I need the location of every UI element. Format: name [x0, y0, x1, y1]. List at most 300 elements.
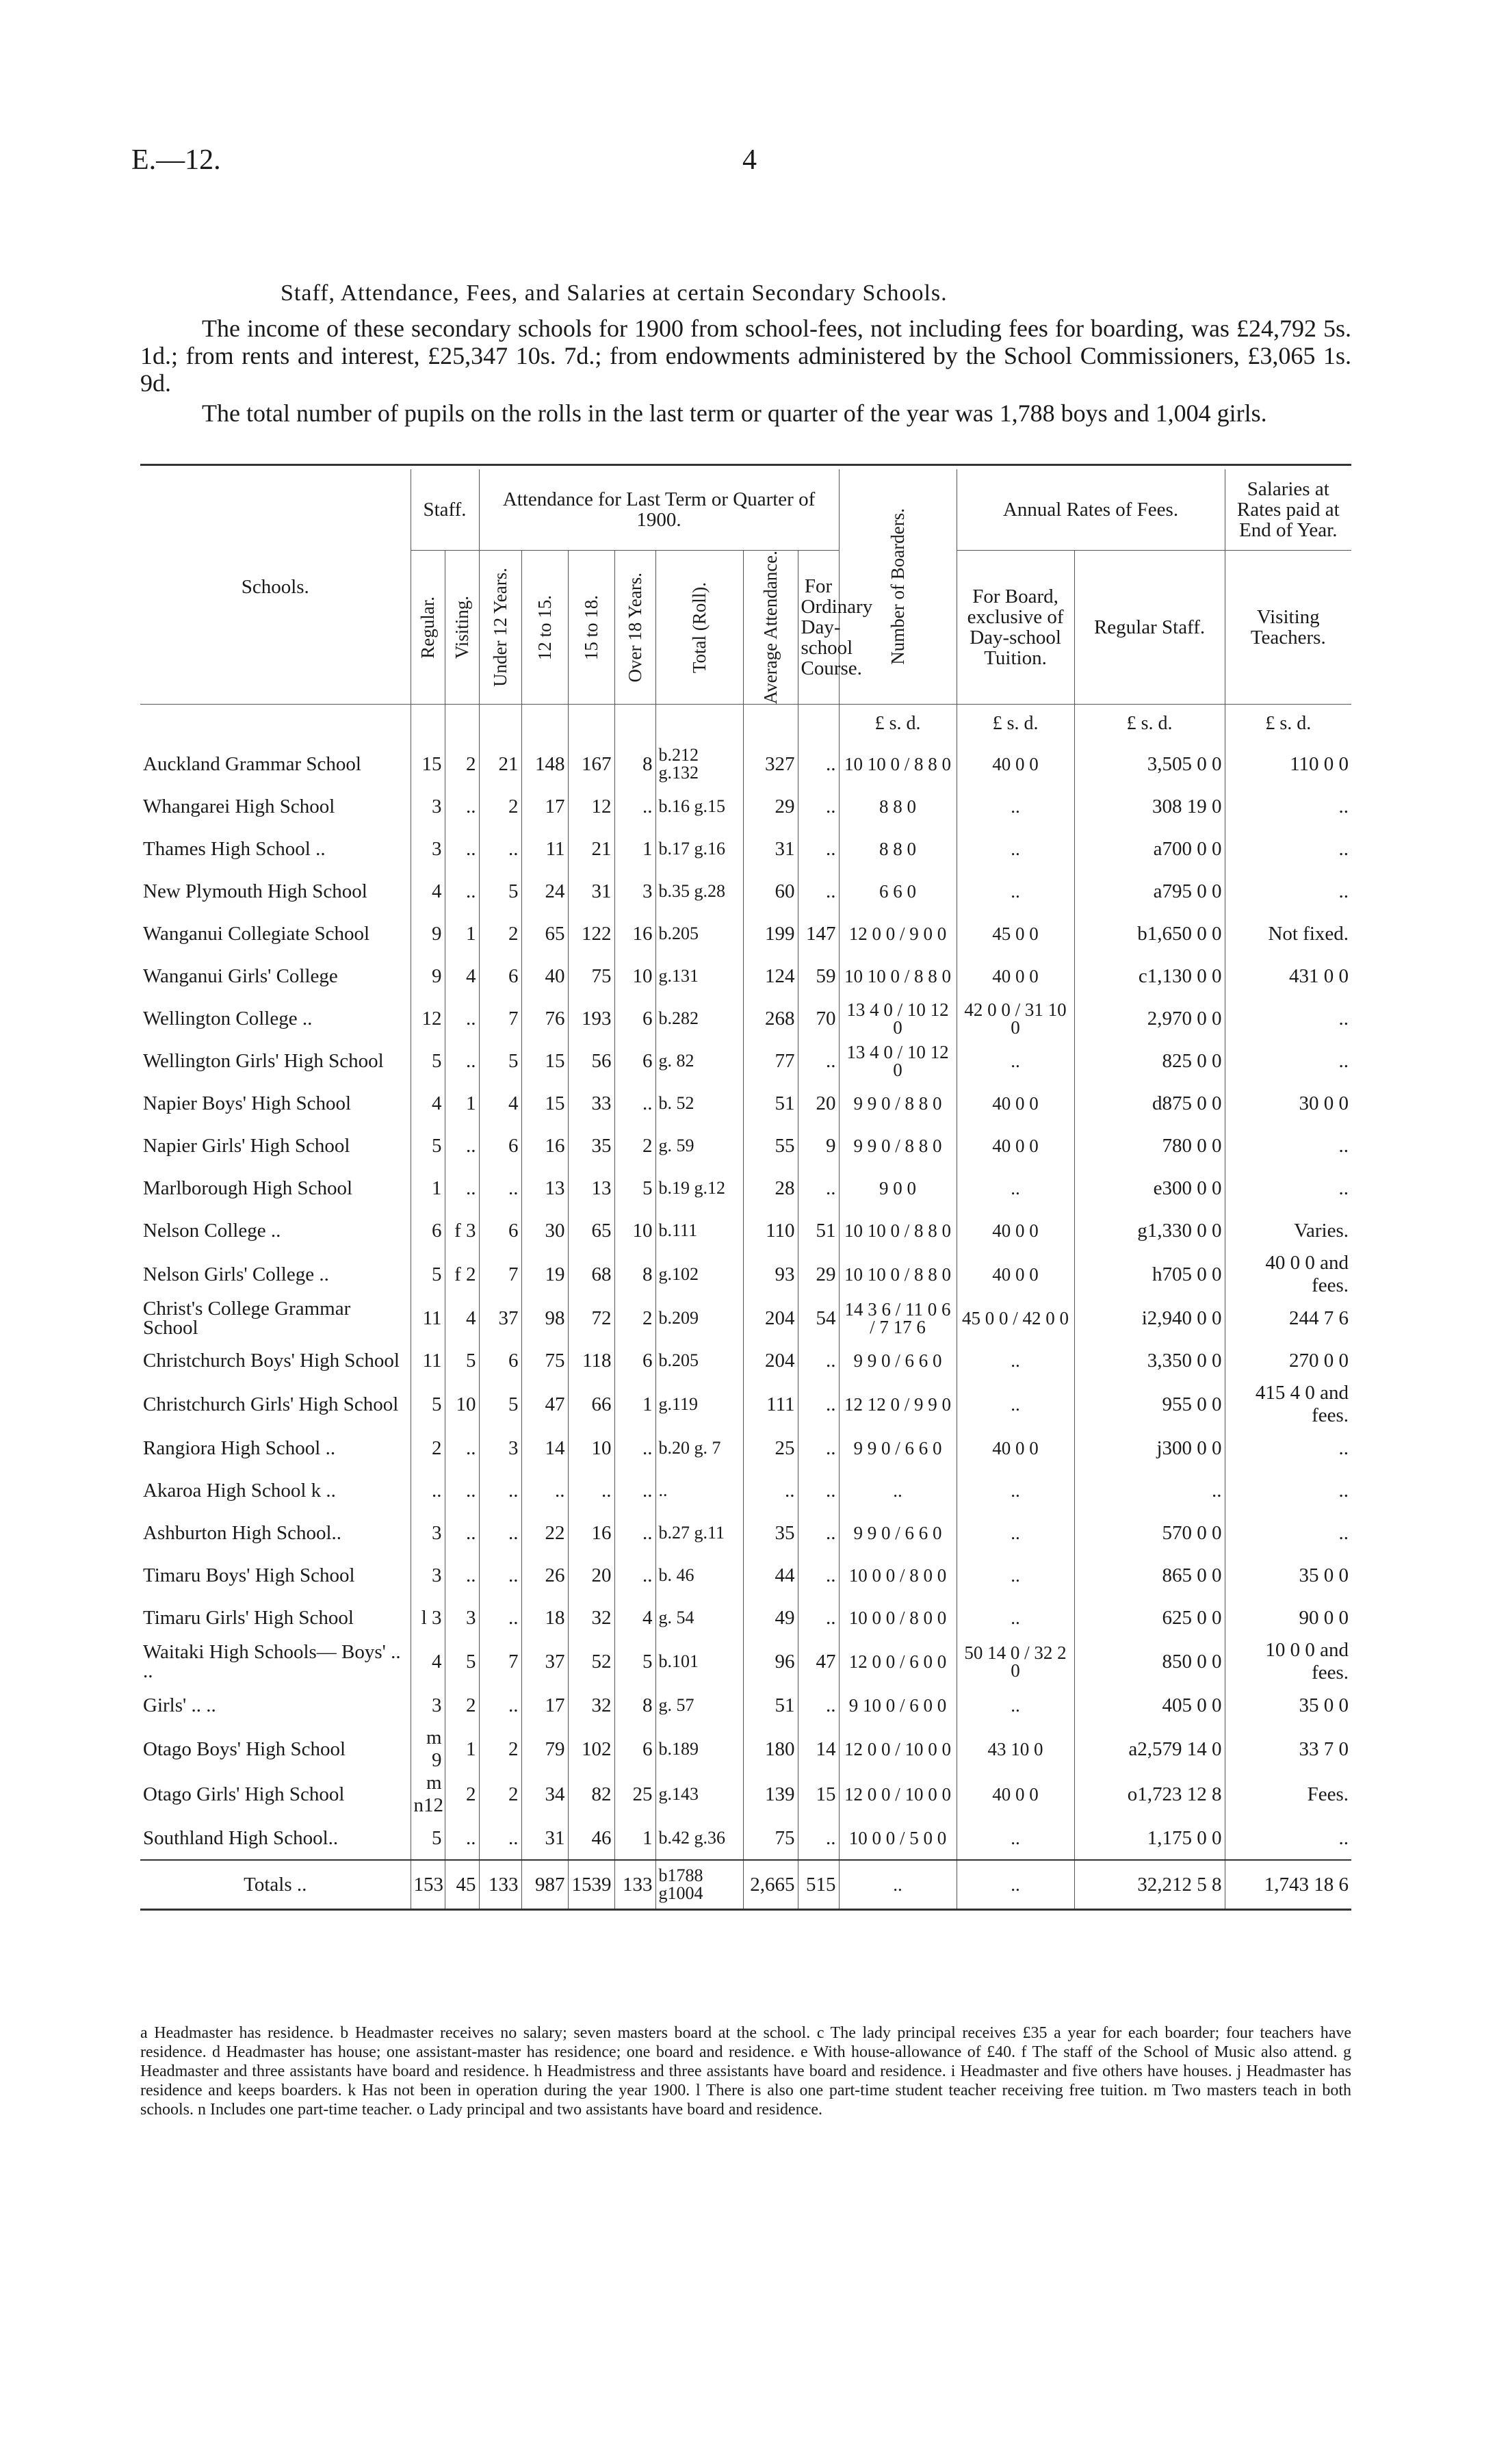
cell-visit: .. — [1225, 1040, 1351, 1082]
cell-o18: 6 — [614, 997, 655, 1040]
cell-brd: .. — [798, 1469, 839, 1512]
cell-fee: 10 10 0 / 8 8 0 — [839, 1209, 957, 1252]
cell-fee: 9 9 0 / 6 6 0 — [839, 1512, 957, 1554]
cell-vis: .. — [445, 1554, 479, 1597]
cell-u12: 6 — [479, 1339, 521, 1382]
table-row — [140, 1252, 1351, 1297]
cell-avg: 51 — [743, 1082, 798, 1125]
cell-sal: e300 0 0 — [1074, 1167, 1225, 1209]
cell-avg: 199 — [743, 913, 798, 955]
cell-brd: 51 — [798, 1209, 839, 1252]
cell-o18: 10 — [614, 955, 655, 997]
cell-board: 45 0 0 — [957, 913, 1074, 955]
cell-b: 10 — [568, 1427, 614, 1469]
cell-roll: b.209 — [655, 1297, 743, 1339]
cell-avg: 268 — [743, 997, 798, 1040]
cell-u12: 133 — [479, 1860, 521, 1910]
cell-o18: 5 — [614, 1167, 655, 1209]
cell-fee: 10 0 0 / 5 0 0 — [839, 1817, 957, 1860]
table-row — [140, 1727, 1351, 1772]
totals-row — [140, 1860, 1351, 1910]
cell-u12: .. — [479, 1167, 521, 1209]
cell-b: 72 — [568, 1297, 614, 1339]
cell-b: 193 — [568, 997, 614, 1040]
cell-roll: g.143 — [655, 1772, 743, 1817]
cell-fee: 10 10 0 / 8 8 0 — [839, 1252, 957, 1297]
cell-visit: .. — [1225, 1427, 1351, 1469]
cell-u12: .. — [479, 1554, 521, 1597]
cell-b: 46 — [568, 1817, 614, 1860]
cell-o18: 2 — [614, 1297, 655, 1339]
cell-fee: 8 8 0 — [839, 828, 957, 870]
cell-sal: .. — [1074, 1469, 1225, 1512]
cell-fee: 10 10 0 / 8 8 0 — [839, 743, 957, 785]
cell-board: .. — [957, 1469, 1074, 1512]
cell-a: 13 — [521, 1167, 568, 1209]
cell-visit: 1,743 18 6 — [1225, 1860, 1351, 1910]
cell-roll: g.119 — [655, 1382, 743, 1427]
cell-a: 31 — [521, 1817, 568, 1860]
cell-o18: 133 — [614, 1860, 655, 1910]
cell-brd: .. — [798, 1817, 839, 1860]
cell-sal: 2,970 0 0 — [1074, 997, 1225, 1040]
cell-o18: .. — [614, 1082, 655, 1125]
intro-paragraph-income: The income of these secondary schools for 1900 from school-fees, not including fees for boarding, was £24,792 5s. 1d.; from rents and interest, £25,347 10s. 7d.; from endowments administered by the School Commissioners, £3,065 1s. 9d. — [140, 315, 1351, 397]
cell-a: 30 — [521, 1209, 568, 1252]
cell-brd: 147 — [798, 913, 839, 955]
cell-o18: 6 — [614, 1727, 655, 1772]
cell-fee: 14 3 6 / 11 0 6 / 7 17 6 — [839, 1297, 957, 1339]
cell-u12: 37 — [479, 1297, 521, 1339]
cell-brd: .. — [798, 828, 839, 870]
cell-u12: 4 — [479, 1082, 521, 1125]
cell-reg: 4 — [411, 1639, 445, 1684]
cell-visit: Fees. — [1225, 1772, 1351, 1817]
cell-sal: c1,130 0 0 — [1074, 955, 1225, 997]
cell-reg: 4 — [411, 870, 445, 913]
cell-sal: i2,940 0 0 — [1074, 1297, 1225, 1339]
cell-vis: .. — [445, 1125, 479, 1167]
school-name: Christchurch Boys' High School — [143, 1350, 400, 1372]
table-row — [140, 1684, 1351, 1727]
cell-board: 40 0 0 — [957, 1252, 1074, 1297]
cell-vis: f 2 — [445, 1252, 479, 1297]
cell-o18: 5 — [614, 1639, 655, 1684]
cell-reg: m n12 — [411, 1772, 445, 1817]
cell-b: 13 — [568, 1167, 614, 1209]
cell-brd: 15 — [798, 1772, 839, 1817]
cell-fee: 9 9 0 / 6 6 0 — [839, 1427, 957, 1469]
cell-roll: b. 46 — [655, 1554, 743, 1597]
table-row — [140, 743, 1351, 785]
col-average: Average Attendance. — [743, 551, 798, 705]
cell-board: .. — [957, 785, 1074, 828]
cell-board: 40 0 0 — [957, 1082, 1074, 1125]
cell-roll: b.101 — [655, 1639, 743, 1684]
cell-roll: b.17 g.16 — [655, 828, 743, 870]
cell-u12: .. — [479, 1684, 521, 1727]
cell-fee: 12 0 0 / 10 0 0 — [839, 1727, 957, 1772]
cell-vis: .. — [445, 1167, 479, 1209]
cell-brd: .. — [798, 1427, 839, 1469]
cell-brd: .. — [798, 1339, 839, 1382]
cell-avg: 60 — [743, 870, 798, 913]
col-boarders: Number of Boarders. — [839, 469, 957, 705]
cell-board: .. — [957, 1382, 1074, 1427]
cell-a: 16 — [521, 1125, 568, 1167]
cell-board: .. — [957, 1860, 1074, 1910]
cell-roll: g.102 — [655, 1252, 743, 1297]
school-name: Nelson College .. — [143, 1220, 281, 1242]
cell-board: 45 0 0 / 42 0 0 — [957, 1297, 1074, 1339]
cell-a: 75 — [521, 1339, 568, 1382]
table-row — [140, 1040, 1351, 1082]
school-name: Thames High School .. — [143, 838, 326, 861]
cell-sal: d875 0 0 — [1074, 1082, 1225, 1125]
cell-vis: 2 — [445, 743, 479, 785]
cell-b: 122 — [568, 913, 614, 955]
cell-brd: .. — [798, 1684, 839, 1727]
cell-brd: .. — [798, 1512, 839, 1554]
table-row — [140, 785, 1351, 828]
cell-visit: Varies. — [1225, 1209, 1351, 1252]
cell-fee: 12 0 0 / 10 0 0 — [839, 1772, 957, 1817]
col-salary-regular: Regular Staff. — [1074, 551, 1225, 705]
cell-board: 50 14 0 / 32 2 0 — [957, 1639, 1074, 1684]
cell-o18: 4 — [614, 1597, 655, 1639]
cell-roll: b.27 g.11 — [655, 1512, 743, 1554]
cell-b: 68 — [568, 1252, 614, 1297]
col-under-12: Under 12 Years. — [479, 551, 521, 705]
cell-brd: 54 — [798, 1297, 839, 1339]
col-salary-visiting: Visiting Teachers. — [1225, 551, 1351, 705]
cell-sal: a795 0 0 — [1074, 870, 1225, 913]
cell-u12: 7 — [479, 997, 521, 1040]
cell-b: 32 — [568, 1597, 614, 1639]
cell-brd: 515 — [798, 1860, 839, 1910]
cell-a: 40 — [521, 955, 568, 997]
cell-a: 17 — [521, 785, 568, 828]
cell-roll: b.16 g.15 — [655, 785, 743, 828]
cell-avg: 55 — [743, 1125, 798, 1167]
cell-sal: 850 0 0 — [1074, 1639, 1225, 1684]
cell-avg: 77 — [743, 1040, 798, 1082]
school-name: Timaru Boys' High School — [143, 1564, 355, 1587]
cell-u12: .. — [479, 1597, 521, 1639]
cell-reg: 15 — [411, 743, 445, 785]
cell-visit: 270 0 0 — [1225, 1339, 1351, 1382]
cell-visit: 110 0 0 — [1225, 743, 1351, 785]
cell-roll: b.111 — [655, 1209, 743, 1252]
cell-a: 18 — [521, 1597, 568, 1639]
table-row — [140, 1382, 1351, 1427]
cell-board: .. — [957, 1817, 1074, 1860]
cell-brd: .. — [798, 743, 839, 785]
school-name: Otago Girls' High School — [143, 1783, 345, 1806]
cell-o18: 3 — [614, 870, 655, 913]
cell-sal: 955 0 0 — [1074, 1382, 1225, 1427]
cell-reg: 4 — [411, 1082, 445, 1125]
cell-vis: 1 — [445, 1727, 479, 1772]
cell-avg: 51 — [743, 1684, 798, 1727]
school-name: Ashburton High School.. — [143, 1522, 341, 1545]
table-row — [140, 1512, 1351, 1554]
cell-b: 35 — [568, 1125, 614, 1167]
cell-o18: 8 — [614, 743, 655, 785]
cell-visit: .. — [1225, 997, 1351, 1040]
cell-visit: 244 7 6 — [1225, 1297, 1351, 1339]
cell-u12: 2 — [479, 1727, 521, 1772]
cell-board: 43 10 0 — [957, 1727, 1074, 1772]
cell-brd: .. — [798, 1040, 839, 1082]
cell-sal: o1,723 12 8 — [1074, 1772, 1225, 1817]
cell-avg: 28 — [743, 1167, 798, 1209]
cell-visit: 10 0 0 and fees. — [1225, 1639, 1351, 1684]
cell-avg: 96 — [743, 1639, 798, 1684]
cell-roll: b.205 — [655, 1339, 743, 1382]
cell-board: .. — [957, 1554, 1074, 1597]
cell-u12: 5 — [479, 870, 521, 913]
cell-a: 15 — [521, 1040, 568, 1082]
cell-board: 40 0 0 — [957, 955, 1074, 997]
cell-avg: 29 — [743, 785, 798, 828]
cell-visit: 90 0 0 — [1225, 1597, 1351, 1639]
cell-sal: 3,505 0 0 — [1074, 743, 1225, 785]
cell-a: 37 — [521, 1639, 568, 1684]
col-schools: Schools. — [140, 469, 411, 705]
cell-a: 11 — [521, 828, 568, 870]
cell-sal: 308 19 0 — [1074, 785, 1225, 828]
school-name: Napier Boys' High School — [143, 1092, 352, 1115]
cell-visit: 40 0 0 and fees. — [1225, 1252, 1351, 1297]
cell-vis: 3 — [445, 1597, 479, 1639]
col-total-roll: Total (Roll). — [655, 551, 743, 705]
cell-vis: 1 — [445, 1082, 479, 1125]
cell-b: 82 — [568, 1772, 614, 1817]
cell-vis: .. — [445, 1040, 479, 1082]
cell-reg: 5 — [411, 1125, 445, 1167]
cell-reg: 11 — [411, 1297, 445, 1339]
footnotes: a Headmaster has residence. b Headmaster receives no salary; seven masters board at the school. c The lady principal receives £35 a year for each boarder; four teachers have residence. d Headmaster has house; one assistant-master has residence; one board and residence. e With house-allowance of £40. f The staff of the School of Music also attend. g Headmaster and three assistants have board and residence. h Headmistress and three assistants have board and residence. i Headmaster and five others have houses. j Headmaster has residence and keeps boarders. k Has not been in operation during the year 1900. l There is also one part-time student teacher receiving free tuition. m Two masters teach in both schools. n Includes one part-time teacher. o Lady principal and two assistants have board and residence. — [140, 2024, 1351, 2119]
cell-brd: 29 — [798, 1252, 839, 1297]
cell-vis: .. — [445, 997, 479, 1040]
cell-roll: g. 54 — [655, 1597, 743, 1639]
cell-roll: b.19 g.12 — [655, 1167, 743, 1209]
cell-o18: 1 — [614, 828, 655, 870]
cell-reg: 5 — [411, 1817, 445, 1860]
cell-fee: 9 9 0 / 8 8 0 — [839, 1125, 957, 1167]
cell-sal: g1,330 0 0 — [1074, 1209, 1225, 1252]
cell-u12: 2 — [479, 785, 521, 828]
table-row — [140, 1297, 1351, 1339]
table-row — [140, 1817, 1351, 1860]
cell-board: 40 0 0 — [957, 1772, 1074, 1817]
table-row — [140, 1167, 1351, 1209]
cell-u12: .. — [479, 1817, 521, 1860]
table-row — [140, 1554, 1351, 1597]
cell-fee: 10 0 0 / 8 0 0 — [839, 1554, 957, 1597]
cell-reg: 11 — [411, 1339, 445, 1382]
cell-reg: l 3 — [411, 1597, 445, 1639]
school-name: Totals .. — [140, 1860, 411, 1910]
school-name: Southland High School.. — [143, 1827, 339, 1850]
school-name: Marlborough High School — [143, 1177, 353, 1200]
cell-board: 40 0 0 — [957, 1427, 1074, 1469]
cell-board: .. — [957, 1167, 1074, 1209]
school-name: Girls' .. .. — [143, 1694, 216, 1717]
cell-reg: .. — [411, 1469, 445, 1512]
cell-vis: .. — [445, 1512, 479, 1554]
col-staff: Staff. — [411, 469, 479, 551]
cell-b: 12 — [568, 785, 614, 828]
cell-roll: b.205 — [655, 913, 743, 955]
cell-roll: g. 82 — [655, 1040, 743, 1082]
cell-b: 118 — [568, 1339, 614, 1382]
cell-o18: .. — [614, 1554, 655, 1597]
unit-fee-board: £ s. d. — [957, 705, 1074, 744]
cell-sal: 32,212 5 8 — [1074, 1860, 1225, 1910]
cell-board: .. — [957, 1597, 1074, 1639]
school-name: Timaru Girls' High School — [143, 1607, 354, 1629]
cell-sal: 865 0 0 — [1074, 1554, 1225, 1597]
cell-board: .. — [957, 1040, 1074, 1082]
cell-vis: .. — [445, 1817, 479, 1860]
table-row — [140, 955, 1351, 997]
school-name: Auckland Grammar School — [143, 753, 361, 776]
cell-vis: .. — [445, 1427, 479, 1469]
cell-board: 40 0 0 — [957, 743, 1074, 785]
cell-fee: 13 4 0 / 10 12 0 — [839, 1040, 957, 1082]
cell-u12: 6 — [479, 955, 521, 997]
cell-avg: 75 — [743, 1817, 798, 1860]
cell-o18: 10 — [614, 1209, 655, 1252]
cell-u12: 3 — [479, 1427, 521, 1469]
table-row — [140, 997, 1351, 1040]
cell-b: 20 — [568, 1554, 614, 1597]
table-row — [140, 1639, 1351, 1684]
col-fees: Annual Rates of Fees. — [957, 469, 1225, 551]
cell-a: 19 — [521, 1252, 568, 1297]
cell-fee: 12 0 0 / 9 0 0 — [839, 913, 957, 955]
cell-brd: 47 — [798, 1639, 839, 1684]
cell-reg: 9 — [411, 955, 445, 997]
cell-roll: g. 57 — [655, 1684, 743, 1727]
cell-o18: 25 — [614, 1772, 655, 1817]
cell-u12: 6 — [479, 1209, 521, 1252]
cell-reg: 6 — [411, 1209, 445, 1252]
cell-fee: 10 0 0 / 8 0 0 — [839, 1597, 957, 1639]
cell-board: .. — [957, 870, 1074, 913]
cell-u12: 5 — [479, 1382, 521, 1427]
cell-b: 52 — [568, 1639, 614, 1684]
cell-roll: b.212 g.132 — [655, 743, 743, 785]
table-title: Staff, Attendance, Fees, and Salaries at certain Secondary Schools. — [281, 280, 948, 306]
cell-a: 17 — [521, 1684, 568, 1727]
school-name: Wanganui Collegiate School — [143, 923, 370, 945]
cell-reg: 2 — [411, 1427, 445, 1469]
cell-o18: .. — [614, 785, 655, 828]
cell-vis: .. — [445, 828, 479, 870]
cell-fee: .. — [839, 1469, 957, 1512]
cell-a: 148 — [521, 743, 568, 785]
cell-a: 65 — [521, 913, 568, 955]
cell-vis: 2 — [445, 1772, 479, 1817]
cell-b: 102 — [568, 1727, 614, 1772]
cell-sal: b1,650 0 0 — [1074, 913, 1225, 955]
cell-b: 65 — [568, 1209, 614, 1252]
col-over-18: Over 18 Years. — [614, 551, 655, 705]
document-reference: E.—12. — [131, 144, 221, 176]
school-name: Nelson Girls' College .. — [143, 1263, 329, 1286]
cell-a: 24 — [521, 870, 568, 913]
cell-avg: 93 — [743, 1252, 798, 1297]
cell-roll: g. 59 — [655, 1125, 743, 1167]
cell-reg: 5 — [411, 1252, 445, 1297]
table-body — [140, 705, 1351, 1910]
cell-b: 33 — [568, 1082, 614, 1125]
cell-fee: 8 8 0 — [839, 785, 957, 828]
cell-vis: 1 — [445, 913, 479, 955]
cell-roll: .. — [655, 1469, 743, 1512]
cell-brd: .. — [798, 870, 839, 913]
cell-avg: 204 — [743, 1297, 798, 1339]
school-name: Rangiora High School .. — [143, 1437, 336, 1460]
cell-a: .. — [521, 1469, 568, 1512]
cell-reg: 3 — [411, 828, 445, 870]
cell-avg: 139 — [743, 1772, 798, 1817]
col-fee-board: For Board, exclusive of Day-school Tuition. — [957, 551, 1074, 705]
cell-avg: 31 — [743, 828, 798, 870]
school-name: Whangarei High School — [143, 796, 335, 818]
cell-visit: 30 0 0 — [1225, 1082, 1351, 1125]
school-name: Napier Girls' High School — [143, 1135, 350, 1157]
table-row — [140, 1597, 1351, 1639]
cell-o18: .. — [614, 1427, 655, 1469]
cell-o18: 8 — [614, 1684, 655, 1727]
cell-o18: 1 — [614, 1817, 655, 1860]
cell-b: 66 — [568, 1382, 614, 1427]
cell-roll: b.20 g. 7 — [655, 1427, 743, 1469]
cell-brd: 14 — [798, 1727, 839, 1772]
table-row — [140, 1082, 1351, 1125]
cell-u12: .. — [479, 1512, 521, 1554]
school-name: New Plymouth High School — [143, 880, 367, 903]
units-row — [140, 705, 1351, 744]
cell-reg: 3 — [411, 1554, 445, 1597]
cell-visit: 33 7 0 — [1225, 1727, 1351, 1772]
school-name: Akaroa High School k .. — [143, 1480, 336, 1502]
page-number: 4 — [742, 144, 757, 176]
school-name: Otago Boys' High School — [143, 1738, 346, 1761]
cell-o18: 2 — [614, 1125, 655, 1167]
cell-b: 167 — [568, 743, 614, 785]
cell-board: 42 0 0 / 31 10 0 — [957, 997, 1074, 1040]
cell-fee: 13 4 0 / 10 12 0 — [839, 997, 957, 1040]
unit-salary-visiting: £ s. d. — [1225, 705, 1351, 744]
cell-avg: 2,665 — [743, 1860, 798, 1910]
cell-b: 16 — [568, 1512, 614, 1554]
cell-visit: .. — [1225, 785, 1351, 828]
cell-visit: .. — [1225, 870, 1351, 913]
cell-sal: h705 0 0 — [1074, 1252, 1225, 1297]
cell-vis: .. — [445, 785, 479, 828]
intro-paragraph-pupils: The total number of pupils on the rolls in the last term or quarter of the year was 1,788 boys and 1,004 girls. — [202, 399, 1267, 427]
cell-avg: 124 — [743, 955, 798, 997]
table-row — [140, 1469, 1351, 1512]
table-row — [140, 870, 1351, 913]
cell-visit: .. — [1225, 1167, 1351, 1209]
cell-visit: 415 4 0 and fees. — [1225, 1382, 1351, 1427]
